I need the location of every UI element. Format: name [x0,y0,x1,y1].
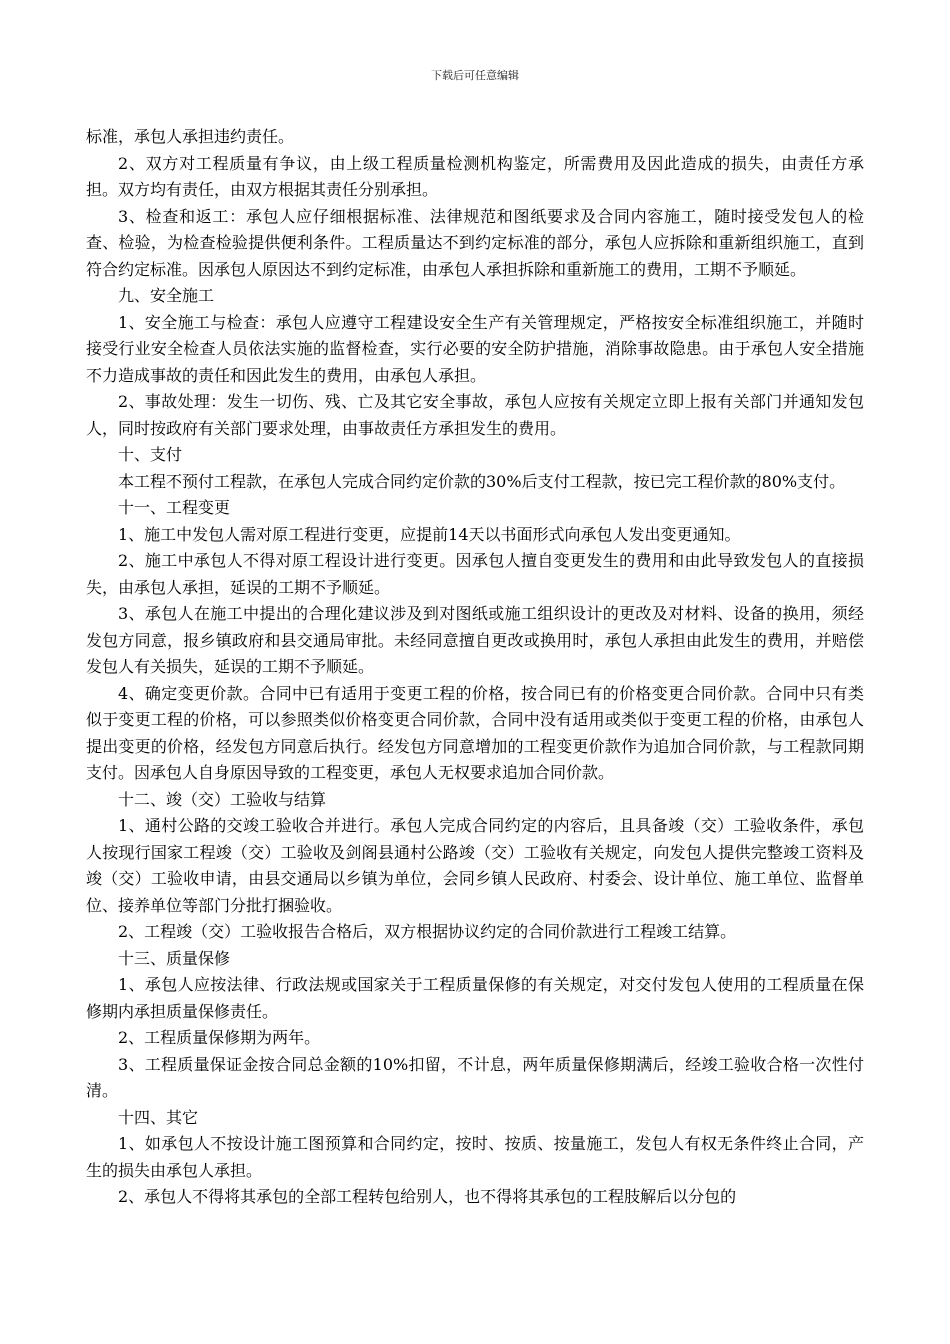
paragraph: 1、安全施工与检查：承包人应遵守工程建设安全生产有关管理规定，严格按安全标准组织施工，并随时接受行业安全检查人员依法实施的监督检查，实行必要的安全防护措施，消除事故隐患。由于承包人安全措施不力造成事故的责任和因此发生的费用，由承包人承担。 [86,312,864,385]
paragraph: 2、事故处理：发生一切伤、残、亡及其它安全事故，承包人应按有关规定立即上报有关部门并通知发包人，同时按政府有关部门要求处理，由事故责任方承担发生的费用。 [86,392,864,438]
section-heading: 十二、竣（交）工验收与结算 [118,789,327,809]
paragraph: 2、工程竣（交）工验收报告合格后，双方根据协议约定的合同价款进行工程竣工结算。 [118,922,737,941]
paragraph: 4、确定变更价款。合同中已有适用于变更工程的价格，按合同已有的价格变更合同价款。合同中只有类似于变更工程的价格，可以参照类似价格变更合同价款，合同中没有适用或类似于变更工程的价格，由承包人提出变更的价格，经发包方同意后执行。经发包方同意增加的工程变更价款作为追加合同价款，与工程款同期支付。因承包人自身原因导致的工程变更，承包人无权要求追加合同价款。 [86,683,864,782]
paragraph: 1、如承包人不按设计施工图预算和合同约定，按时、按质、按量施工，发包人有权无条件终止合同，产生的损失由承包人承担。 [86,1134,864,1180]
paragraph: 1、通村公路的交竣工验收合并进行。承包人完成合同约定的内容后，且具备竣（交）工验收条件，承包人按现行国家工程竣（交）工验收及剑阁县通村公路竣（交）工验收有关规定，向发包人提供完整竣工资料及竣（交）工验收申请，由县交通局以乡镇为单位，会同乡镇人民政府、村委会、设计单位、施工单位、监督单位、接养单位等部门分批打捆验收。 [86,816,864,915]
paragraph: 标准，承包人承担违约责任。 [86,127,295,146]
paragraph: 1、承包人应按法律、行政法规或国家关于工程质量保修的有关规定，对交付发包人使用的工程质量在保修期内承担质量保修责任。 [86,975,864,1021]
section-heading: 十一、工程变更 [118,498,231,517]
paragraph: 2、工程质量保修期为两年。 [118,1028,321,1047]
document-body [86,124,864,1211]
section-heading: 十、支付 [118,445,183,464]
paragraph: 3、承包人在施工中提出的合理化建议涉及到对图纸或施工组织设计的更改及对材料、设备的换用，须经发包方同意，报乡镇政府和县交通局审批。未经同意擅自更改或换用时，承包人承担由此发生的费用，并赔偿发包人有关损失，延误的工期不予顺延。 [86,604,864,676]
paragraph: 2、双方对工程质量有争议，由上级工程质量检测机构鉴定，所需费用及因此造成的损失，由责任方承担。双方均有责任，由双方根据其责任分别承担。 [86,153,864,199]
paragraph: 3、检查和返工：承包人应仔细根据标准、法律规范和图纸要求及合同内容施工，随时接受发包人的检查、检验，为检查检验提供便利条件。工程质量达不到约定标准的部分，承包人应拆除和重新组织施工，直到符合约定标准。因承包人原因达不到约定标准，由承包人承担拆除和重新施工的费用，工期不予顺延。 [86,206,864,279]
paragraph: 本工程不预付工程款，在承包人完成合同约定价款的30%后支付工程款，按已完工程价款的80%支付。 [118,471,846,491]
section-heading: 十三、质量保修 [118,948,231,968]
page-header: 下载后可任意编辑 [431,69,519,82]
section-heading: 九、安全施工 [118,286,215,305]
paragraph: 3、工程质量保证金按合同总金额的10%扣留，不计息，两年质量保修期满后，经竣工验收合格一次性付清。 [86,1054,864,1100]
paragraph: 1、施工中发包人需对原工程进行变更，应提前14天以书面形式向承包人发出变更通知。 [118,524,741,544]
section-heading: 十四、其它 [118,1107,199,1127]
paragraph: 2、承包人不得将其承包的全部工程转包给别人，也不得将其承包的工程肢解后以分包的 [118,1187,737,1206]
paragraph: 2、施工中承包人不得对原工程设计进行变更。因承包人擅自变更发生的费用和由此导致发包人的直接损失，由承包人承担，延误的工期不予顺延。 [86,551,864,597]
